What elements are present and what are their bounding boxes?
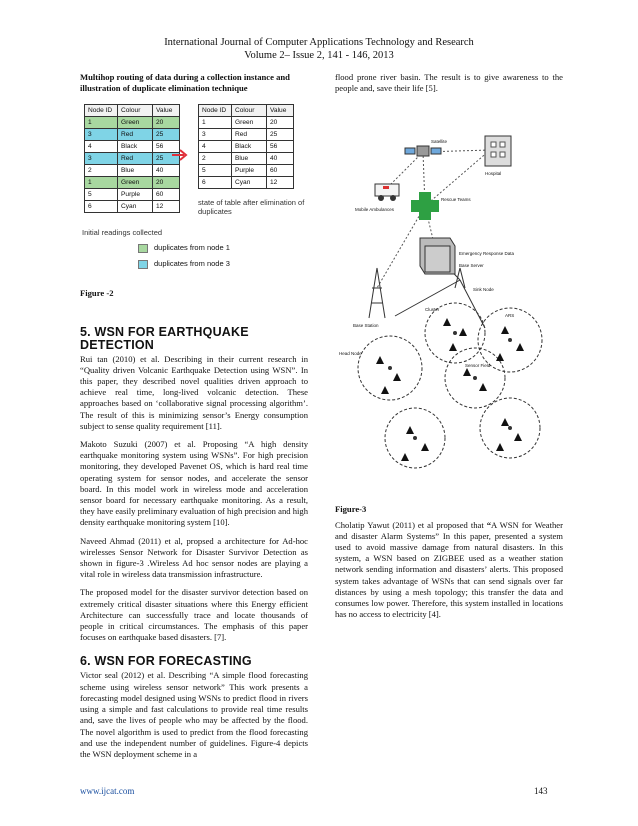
table-row: [85, 129, 180, 141]
table-cell: 25: [267, 129, 294, 141]
table-cell: 6: [85, 201, 118, 213]
section-6-title: 6. WSN FOR FORECASTING: [80, 654, 252, 669]
table-row: [85, 189, 180, 201]
table-header-row: [85, 105, 180, 117]
table-row: [85, 117, 180, 129]
table-cell: Green: [118, 177, 153, 189]
table-header-row: [199, 105, 294, 117]
table-cell: 12: [267, 177, 294, 189]
table-cell: 12: [153, 201, 180, 213]
table-cell: 4: [199, 141, 232, 153]
table-row: [85, 141, 180, 153]
table-row: [199, 177, 294, 189]
section-6-paragraph-1: Victor seal (2012) et al. Describing “A simple flood forecasting scheme using wireless sensor network” This work presents a forecasting model designed using WSNs to predict flood in rivers using a simple and fast calculations to provide real time results and, save the lives of people who may be affected by the flood. The novel algorithm is used to predict from the flood forecasting and use the independent number of guidelines. Figure-4 depicts the WSN deployment scheme in a: [80, 670, 308, 759]
rescue-cross-icon: [411, 192, 439, 220]
table-row: [199, 165, 294, 177]
initial-readings-label: Initial readings collected: [82, 228, 163, 238]
table-cell: Red: [118, 129, 153, 141]
table-cell: 60: [267, 165, 294, 177]
table-row: [85, 201, 180, 213]
table-header-cell: Value: [267, 105, 294, 117]
right-column: [335, 72, 563, 627]
tower-icon: [369, 268, 385, 318]
section-5-paragraph-2: Makoto Suzuki (2007) et al. Proposing “A high density earthquake monitoring system using WSNs”. For high precision monitoring, they developed Pavenet OS, which is hard real time operating system for sensor nodes, and accelerate the sensor board. In this model work in wireless mode and acceleration sensor board for necessary earthquake monitoring. As a result, they have easily preliminary evaluation of high precision and high density earthquake monitoring system [10].: [80, 439, 308, 528]
base-station-label: Base Station: [353, 323, 379, 329]
left-column: [80, 72, 308, 767]
figure-3: [335, 128, 563, 498]
server-icon: [420, 238, 455, 274]
table-header-cell: Node ID: [199, 105, 232, 117]
arrow-right-icon: [171, 148, 189, 162]
table-cell: Purple: [232, 165, 267, 177]
table-header-cell: Colour: [118, 105, 153, 117]
section-5-paragraph-1: Rui tan (2010) et al. Describing in their current research in “Quality driven Volcanic Earthquake Detection using WSN”. In this paper, they described novel qualities driven approach to achieve real time, long-lived volcanic detection. These approaches based on ‘collaborative signal processing algorithm’. The result of this is minimizing sensor’s Energy consumption subject to sense quality requirement [11].: [80, 353, 308, 431]
table-cell: 56: [153, 141, 180, 153]
table-row: [199, 153, 294, 165]
section-5-paragraph-4: The proposed model for the disaster survivor detection based on extremely critical disaster situations where this Energy efficient Architecture can successfully trace and locate thousands of people in critical circumstances. The emphasis of this paper focuses on earthquake based disasters. [7].: [80, 587, 308, 643]
section-5-title: 5. WSN FOR EARTHQUAKE DETECTION: [80, 324, 249, 352]
table-cell: 1: [199, 117, 232, 129]
table-cell: Black: [118, 141, 153, 153]
table-cell: 3: [199, 129, 232, 141]
deduplicated-table: [198, 104, 294, 189]
emergency-server-label: Emergency Response Data Base Server: [459, 251, 515, 268]
table-row: [85, 177, 180, 189]
journal-header: [0, 36, 638, 62]
table-cell: Black: [232, 141, 267, 153]
table-cell: Blue: [118, 165, 153, 177]
table-cell: 3: [85, 129, 118, 141]
green-swatch: [138, 244, 148, 253]
table-cell: 6: [199, 177, 232, 189]
table-cell: 5: [85, 189, 118, 201]
state-label: state of table after elimination of duplicates: [198, 198, 305, 217]
satellite-icon: [405, 146, 441, 156]
initial-readings-table: [84, 104, 180, 213]
table-cell: 25: [153, 129, 180, 141]
journal-link[interactable]: www.ijcat.com: [80, 786, 135, 796]
page-number: 143: [534, 786, 548, 796]
section-5-paragraph-3: Naveed Ahmad (2011) et al, propsed a architecture for Ad-hoc wirelesses Sensor Network for Disaster Survivor Detection as shown in figure-3 .Wireless Ad hoc sensor nodes are playing a vital role in wireless data transmission infrastructure.: [80, 535, 308, 580]
head-node-label: Head Node: [339, 351, 362, 357]
figure-2-intro: Multihop routing of data during a collection instance and illustration of duplicate elimination technique: [80, 72, 290, 94]
journal-volume: Volume 2– Issue 2, 141 - 146, 2013: [244, 50, 394, 61]
table-header-cell: Colour: [232, 105, 267, 117]
table-cell: 4: [85, 141, 118, 153]
hospital-icon: [485, 136, 511, 166]
rescue-team-label: Rescue Teams: [441, 197, 471, 203]
table-cell: 2: [85, 165, 118, 177]
table-cell: Cyan: [232, 177, 267, 189]
table-cell: 3: [85, 153, 118, 165]
table-cell: Purple: [118, 189, 153, 201]
legend-node-3: duplicates from node 3: [138, 258, 230, 269]
table-cell: Red: [118, 153, 153, 165]
table-header-cell: Node ID: [85, 105, 118, 117]
satellite-label: Satellite: [431, 139, 448, 145]
table-cell: 60: [153, 189, 180, 201]
cyan-swatch: [138, 260, 148, 269]
table-cell: 2: [199, 153, 232, 165]
table-header-cell: Value: [153, 105, 180, 117]
sink-node-label: Sink Node: [473, 287, 494, 293]
table-cell: 5: [199, 165, 232, 177]
table-cell: 25: [153, 153, 180, 165]
legend-node-1: duplicates from node 1: [138, 242, 230, 253]
table-cell: Red: [232, 129, 267, 141]
table-row: [199, 117, 294, 129]
right-paragraph-0: flood prone river basin. The result is to give awareness to the people and, save their life [5].: [335, 72, 563, 94]
table-cell: 20: [153, 177, 180, 189]
figure-2: [80, 104, 308, 274]
mobile-ambulance-label: Mobile Ambulances: [355, 207, 395, 213]
table-cell: Blue: [232, 153, 267, 165]
table-cell: 56: [267, 141, 294, 153]
table-row: [85, 165, 180, 177]
journal-title: International Journal of Computer Applications Technology and Research: [164, 37, 474, 48]
table-cell: Cyan: [118, 201, 153, 213]
table-cell: 20: [267, 117, 294, 129]
sink-node-icon: [455, 268, 465, 288]
hospital-label: Hospital: [485, 171, 502, 177]
disaster-network-diagram: [335, 128, 563, 498]
figure-2-caption: Figure -2: [80, 288, 114, 299]
right-paragraph-1: Cholatip Yawut (2011) et al proposed that “A WSN for Weather and disaster Alarm Systems” In this paper, presented a system used to avoid massive damage from natural disasters. In this system, a WSN based on ZIGBEE used as a weather station network sending information and disasters’ alerts. This proposed system takes advantage of WSNs that can send signals over far distances by using a mesh topology; this transfer the data and consumes low power. Therefore, this system installed in locations has no access to electricity [4].: [335, 519, 563, 620]
table-row: [199, 129, 294, 141]
table-row: [199, 141, 294, 153]
table-cell: Green: [232, 117, 267, 129]
table-cell: 40: [267, 153, 294, 165]
ambulance-icon: [375, 184, 399, 201]
table-cell: Green: [118, 117, 153, 129]
table-cell: 20: [153, 117, 180, 129]
table-cell: 1: [85, 117, 118, 129]
sensor-field-label: Sensor Field: [465, 363, 491, 369]
cluster-label: Cluster: [425, 307, 440, 313]
table-row: [85, 153, 180, 165]
figure-3-caption: Figure-3: [335, 504, 367, 515]
table-cell: 40: [153, 165, 180, 177]
ars-label: ARS: [505, 313, 515, 319]
table-cell: 1: [85, 177, 118, 189]
